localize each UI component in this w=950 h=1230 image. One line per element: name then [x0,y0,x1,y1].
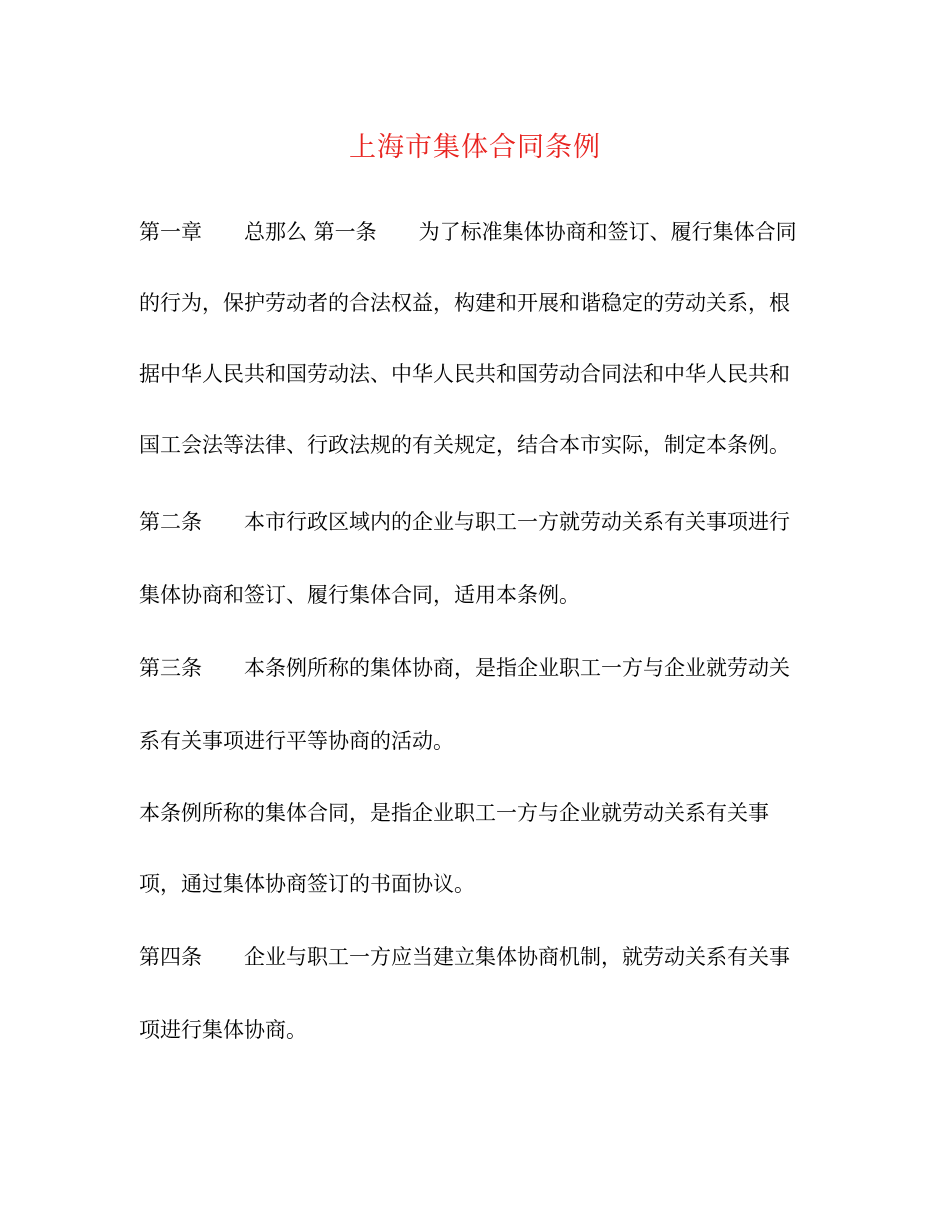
body-line-1: 第一章 总那么 第一条 为了标准集体协商和签订、履行集体合同 [139,220,797,244]
body-line-11: 第四条 企业与职工一方应当建立集体协商机制，就劳动关系有关事 [139,945,790,969]
body-line-2: 的行为，保护劳动者的合法权益，构建和开展和谐稳定的劳动关系，根 [139,291,790,315]
document-title: 上海市集体合同条例 [349,132,601,163]
body-line-10: 项，通过集体协商签订的书面协议。 [139,872,475,896]
body-line-9: 本条例所称的集体合同，是指企业职工一方与企业就劳动关系有关事 [139,801,769,825]
body-line-4: 国工会法等法律、行政法规的有关规定，结合本市实际，制定本条例。 [139,433,790,457]
body-line-12: 项进行集体协商。 [139,1018,307,1042]
body-line-3: 据中华人民共和国劳动法、中华人民共和国劳动合同法和中华人民共和 [139,362,790,386]
body-line-5: 第二条 本市行政区域内的企业与职工一方就劳动关系有关事项进行 [139,510,790,534]
body-line-8: 系有关事项进行平等协商的活动。 [139,729,454,753]
body-line-6: 集体协商和签订、履行集体合同，适用本条例。 [139,583,580,607]
body-line-7: 第三条 本条例所称的集体协商，是指企业职工一方与企业就劳动关 [139,656,790,680]
